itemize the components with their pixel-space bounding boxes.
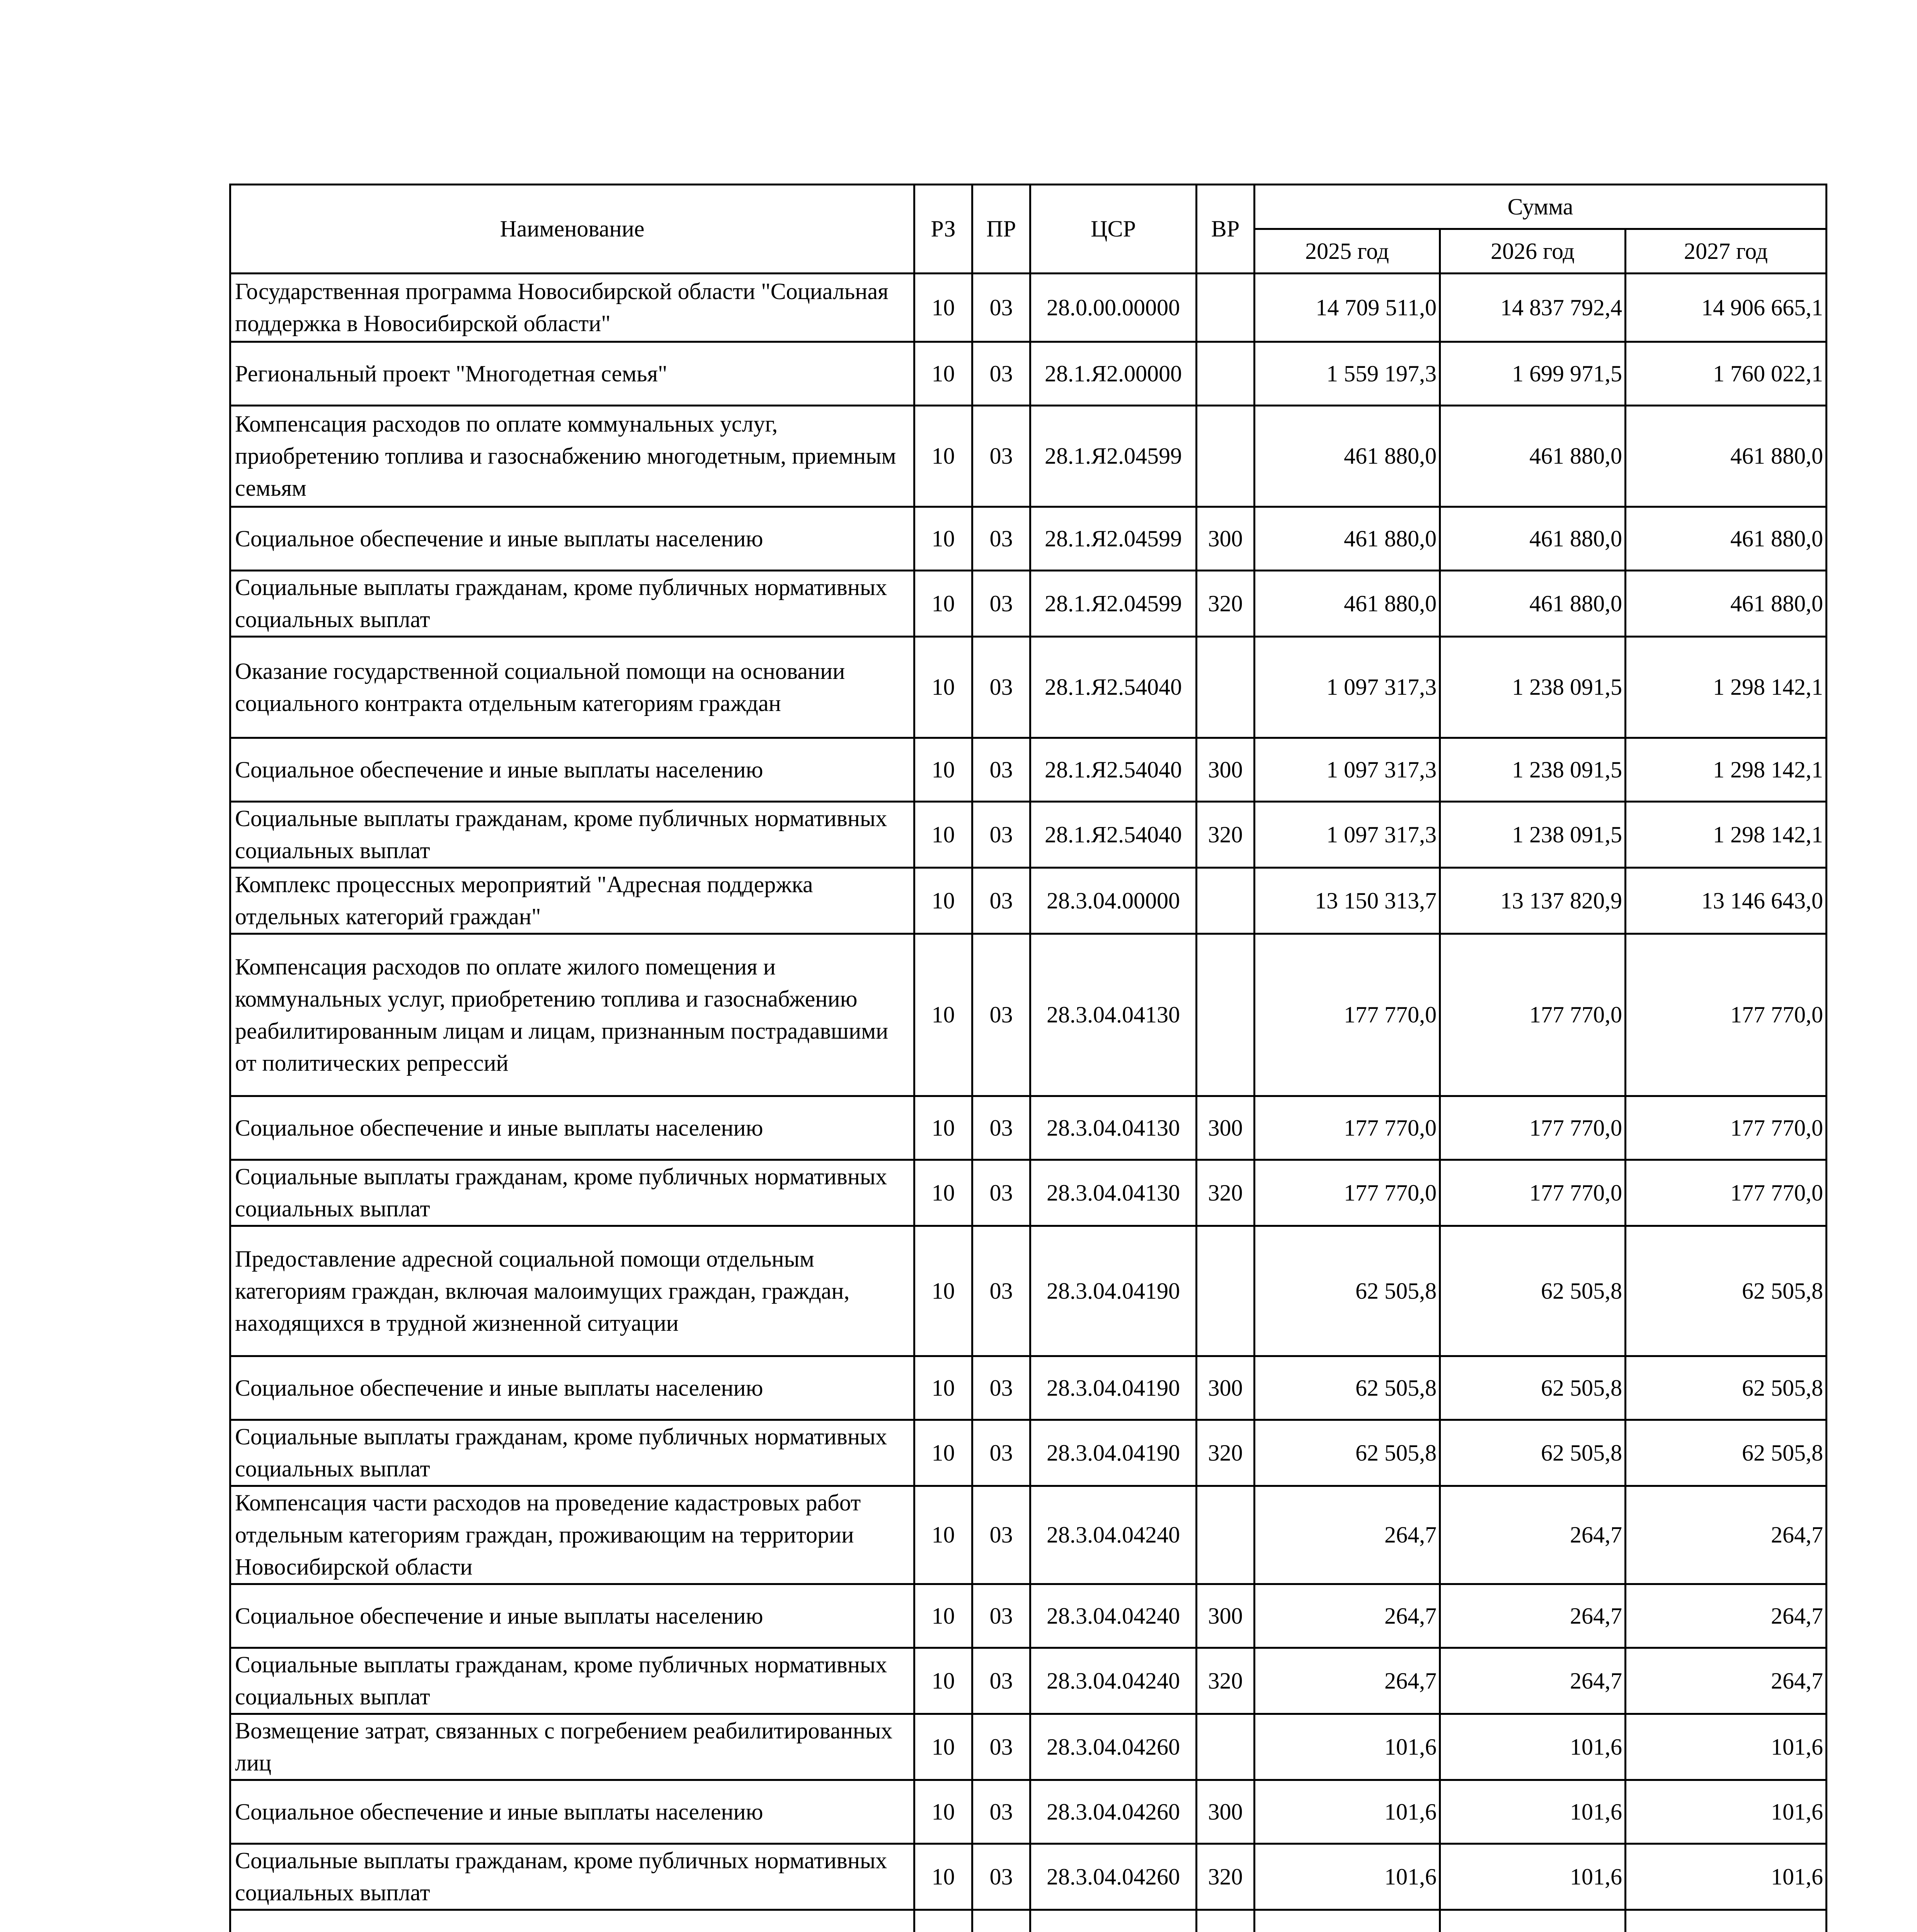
- row-amount-2025-cell: 62 505,8: [1255, 1226, 1440, 1356]
- row-pr-cell: 03: [972, 1096, 1030, 1160]
- row-amount-2025-cell: 177 770,0: [1255, 934, 1440, 1096]
- row-pr-cell: [972, 1910, 1030, 1932]
- row-csr-cell: 28.3.04.04130: [1030, 1160, 1197, 1226]
- row-pr-cell: 03: [972, 934, 1030, 1096]
- row-amount-2025-cell: 264,7: [1255, 1486, 1440, 1584]
- row-amount-2026-cell: 13 137 820,9: [1440, 868, 1626, 934]
- table-row: [230, 934, 1827, 1096]
- row-amount-2027-cell: 461 880,0: [1626, 507, 1827, 571]
- row-vr-cell: 320: [1197, 802, 1255, 868]
- row-name-cell: Социальные выплаты гражданам, кроме публичных нормативных социальных выплат: [230, 1648, 914, 1714]
- row-amount-2025-cell: 461 880,0: [1255, 406, 1440, 507]
- row-pr-cell: 03: [972, 406, 1030, 507]
- row-csr-cell: 28.3.04.04130: [1030, 934, 1197, 1096]
- row-pr-cell: 03: [972, 1648, 1030, 1714]
- header-pr: ПР: [972, 185, 1030, 274]
- row-vr-cell: [1197, 342, 1255, 406]
- table-row: [230, 1714, 1827, 1780]
- row-vr-cell: [1197, 637, 1255, 738]
- row-pr-cell: 03: [972, 1160, 1030, 1226]
- row-amount-2027-cell: 62 505,8: [1626, 1226, 1827, 1356]
- row-amount-2026-cell: 177 770,0: [1440, 1096, 1626, 1160]
- row-amount-2027-cell: 101,6: [1626, 1780, 1827, 1844]
- row-name-cell: Государственная программа Новосибирской области "Социальная поддержка в Новосибирской области": [230, 274, 914, 342]
- table-row: [230, 1356, 1827, 1420]
- row-amount-2026-cell: 14 837 792,4: [1440, 274, 1626, 342]
- row-name-cell: Социальное обеспечение и иные выплаты населению: [230, 1780, 914, 1844]
- row-name-cell: Социальные выплаты гражданам, кроме публичных нормативных социальных выплат: [230, 1844, 914, 1910]
- table-row: [230, 1844, 1827, 1910]
- header-name: Наименование: [230, 185, 914, 274]
- row-name-cell: Социальные выплаты гражданам, кроме публичных нормативных социальных выплат: [230, 1160, 914, 1226]
- row-vr-cell: 300: [1197, 738, 1255, 802]
- row-amount-2027-cell: 177 770,0: [1626, 934, 1827, 1096]
- row-rz-cell: 10: [914, 1420, 972, 1486]
- table-row: [230, 1486, 1827, 1584]
- row-amount-2026-cell: 461 880,0: [1440, 571, 1626, 637]
- row-amount-2027-cell: 1 298 142,1: [1626, 637, 1827, 738]
- row-pr-cell: 03: [972, 868, 1030, 934]
- row-csr-cell: 28.3.04.04190: [1030, 1420, 1197, 1486]
- row-vr-cell: 300: [1197, 1096, 1255, 1160]
- row-name-cell: Комплекс процессных мероприятий "Адресная поддержка отдельных категорий граждан": [230, 868, 914, 934]
- row-vr-cell: 300: [1197, 1356, 1255, 1420]
- row-rz-cell: 10: [914, 934, 972, 1096]
- row-amount-2027-cell: 264,7: [1626, 1486, 1827, 1584]
- table-row: [230, 1420, 1827, 1486]
- row-rz-cell: [914, 1910, 972, 1932]
- row-name-cell: Социальные выплаты гражданам, кроме публичных нормативных социальных выплат: [230, 571, 914, 637]
- row-name-cell: Компенсация расходов по оплате коммунальных услуг, приобретению топлива и газоснабжению многодетным, приемным семьям: [230, 406, 914, 507]
- table-row: [230, 342, 1827, 406]
- row-csr-cell: 28.1.Я2.04599: [1030, 507, 1197, 571]
- row-csr-cell: 28.3.04.04240: [1030, 1584, 1197, 1648]
- row-csr-cell: 28.3.04.04190: [1030, 1226, 1197, 1356]
- row-pr-cell: 03: [972, 1780, 1030, 1844]
- row-pr-cell: 03: [972, 1420, 1030, 1486]
- header-year-2027: 2027 год: [1626, 229, 1827, 274]
- table-row: [230, 1096, 1827, 1160]
- row-name-cell: Предоставление адресной социальной помощи отдельным категориям граждан, включая малоимущих граждан, граждан, находящихся в трудной жизненной ситуации: [230, 1226, 914, 1356]
- row-amount-2025-cell: 101,6: [1255, 1714, 1440, 1780]
- row-name-cell: [230, 1910, 914, 1932]
- row-name-cell: Компенсация расходов по оплате жилого помещения и коммунальных услуг, приобретению топлива и газоснабжению реабилитированным лицам и лицам, признанным пострадавшими от политических репрессий: [230, 934, 914, 1096]
- row-amount-2025-cell: 101,6: [1255, 1780, 1440, 1844]
- row-vr-cell: [1197, 1486, 1255, 1584]
- row-amount-2027-cell: [1626, 1910, 1827, 1932]
- row-amount-2027-cell: 1 298 142,1: [1626, 738, 1827, 802]
- table-row: [230, 1160, 1827, 1226]
- row-amount-2026-cell: 264,7: [1440, 1648, 1626, 1714]
- table-row: [230, 1226, 1827, 1356]
- row-amount-2026-cell: 1 238 091,5: [1440, 802, 1626, 868]
- row-name-cell: Социальное обеспечение и иные выплаты населению: [230, 1096, 914, 1160]
- row-amount-2027-cell: 62 505,8: [1626, 1356, 1827, 1420]
- row-name-cell: Социальное обеспечение и иные выплаты населению: [230, 507, 914, 571]
- row-amount-2027-cell: 461 880,0: [1626, 571, 1827, 637]
- row-csr-cell: 28.3.04.04240: [1030, 1486, 1197, 1584]
- row-csr-cell: 28.3.04.04240: [1030, 1648, 1197, 1714]
- row-csr-cell: 28.3.04.04260: [1030, 1844, 1197, 1910]
- row-csr-cell: 28.1.Я2.54040: [1030, 637, 1197, 738]
- row-rz-cell: 10: [914, 1486, 972, 1584]
- table-row: [230, 637, 1827, 738]
- row-vr-cell: [1197, 406, 1255, 507]
- table-row: [230, 1584, 1827, 1648]
- row-amount-2027-cell: 13 146 643,0: [1626, 868, 1827, 934]
- row-pr-cell: 03: [972, 1844, 1030, 1910]
- row-rz-cell: 10: [914, 1844, 972, 1910]
- row-vr-cell: [1197, 274, 1255, 342]
- row-csr-cell: 28.1.Я2.04599: [1030, 571, 1197, 637]
- row-vr-cell: [1197, 1714, 1255, 1780]
- row-amount-2025-cell: 1 097 317,3: [1255, 738, 1440, 802]
- row-amount-2025-cell: 264,7: [1255, 1584, 1440, 1648]
- row-amount-2025-cell: 264,7: [1255, 1648, 1440, 1714]
- row-name-cell: Оказание государственной социальной помощи на основании социального контракта отдельным категориям граждан: [230, 637, 914, 738]
- row-name-cell: Возмещение затрат, связанных с погребением реабилитированных лиц: [230, 1714, 914, 1780]
- row-amount-2026-cell: 62 505,8: [1440, 1356, 1626, 1420]
- row-rz-cell: 10: [914, 1584, 972, 1648]
- row-pr-cell: 03: [972, 507, 1030, 571]
- row-amount-2027-cell: 264,7: [1626, 1584, 1827, 1648]
- header-sum: Сумма: [1255, 185, 1827, 229]
- table-row: [230, 738, 1827, 802]
- row-vr-cell: 320: [1197, 1648, 1255, 1714]
- row-amount-2026-cell: 264,7: [1440, 1486, 1626, 1584]
- row-pr-cell: 03: [972, 802, 1030, 868]
- row-csr-cell: 28.3.04.04190: [1030, 1356, 1197, 1420]
- row-csr-cell: 28.1.Я2.04599: [1030, 406, 1197, 507]
- header-csr: ЦСР: [1030, 185, 1197, 274]
- table-row: [230, 1648, 1827, 1714]
- row-rz-cell: 10: [914, 1356, 972, 1420]
- row-csr-cell: 28.3.04.04130: [1030, 1096, 1197, 1160]
- row-vr-cell: 320: [1197, 1420, 1255, 1486]
- table-row: [230, 274, 1827, 342]
- table-row: [230, 406, 1827, 507]
- row-vr-cell: 300: [1197, 1584, 1255, 1648]
- row-vr-cell: 300: [1197, 507, 1255, 571]
- row-rz-cell: 10: [914, 1160, 972, 1226]
- row-csr-cell: 28.1.Я2.54040: [1030, 738, 1197, 802]
- row-vr-cell: 320: [1197, 1844, 1255, 1910]
- row-amount-2026-cell: 101,6: [1440, 1780, 1626, 1844]
- row-rz-cell: 10: [914, 342, 972, 406]
- row-amount-2025-cell: [1255, 1910, 1440, 1932]
- row-name-cell: Социальное обеспечение и иные выплаты населению: [230, 1356, 914, 1420]
- table-body: [230, 274, 1827, 1932]
- row-name-cell: Социальные выплаты гражданам, кроме публичных нормативных социальных выплат: [230, 1420, 914, 1486]
- row-rz-cell: 10: [914, 406, 972, 507]
- header-row: [230, 185, 1827, 229]
- row-pr-cell: 03: [972, 571, 1030, 637]
- row-amount-2026-cell: 1 699 971,5: [1440, 342, 1626, 406]
- row-vr-cell: [1197, 934, 1255, 1096]
- row-amount-2026-cell: [1440, 1910, 1626, 1932]
- row-pr-cell: 03: [972, 274, 1030, 342]
- header-year-2026: 2026 год: [1440, 229, 1626, 274]
- row-amount-2026-cell: 461 880,0: [1440, 507, 1626, 571]
- row-amount-2025-cell: 177 770,0: [1255, 1096, 1440, 1160]
- row-vr-cell: [1197, 1226, 1255, 1356]
- row-amount-2025-cell: 1 097 317,3: [1255, 802, 1440, 868]
- row-amount-2027-cell: 1 760 022,1: [1626, 342, 1827, 406]
- row-amount-2025-cell: 62 505,8: [1255, 1356, 1440, 1420]
- row-amount-2025-cell: 1 097 317,3: [1255, 637, 1440, 738]
- row-amount-2026-cell: 1 238 091,5: [1440, 738, 1626, 802]
- row-amount-2025-cell: 62 505,8: [1255, 1420, 1440, 1486]
- row-rz-cell: 10: [914, 1648, 972, 1714]
- row-rz-cell: 10: [914, 1780, 972, 1844]
- row-amount-2027-cell: 101,6: [1626, 1844, 1827, 1910]
- budget-table: [229, 184, 1827, 1932]
- row-csr-cell: 28.0.00.00000: [1030, 274, 1197, 342]
- row-rz-cell: 10: [914, 571, 972, 637]
- row-vr-cell: 320: [1197, 1160, 1255, 1226]
- row-amount-2025-cell: 461 880,0: [1255, 507, 1440, 571]
- row-amount-2026-cell: 101,6: [1440, 1714, 1626, 1780]
- row-amount-2026-cell: 264,7: [1440, 1584, 1626, 1648]
- row-amount-2025-cell: 14 709 511,0: [1255, 274, 1440, 342]
- row-amount-2027-cell: 14 906 665,1: [1626, 274, 1827, 342]
- row-amount-2026-cell: 62 505,8: [1440, 1420, 1626, 1486]
- row-pr-cell: 03: [972, 1226, 1030, 1356]
- row-amount-2026-cell: 62 505,8: [1440, 1226, 1626, 1356]
- row-pr-cell: 03: [972, 1584, 1030, 1648]
- row-pr-cell: 03: [972, 1356, 1030, 1420]
- table-row: [230, 868, 1827, 934]
- row-rz-cell: 10: [914, 868, 972, 934]
- row-rz-cell: 10: [914, 1226, 972, 1356]
- row-rz-cell: 10: [914, 1714, 972, 1780]
- row-csr-cell: [1030, 1910, 1197, 1932]
- table-row: [230, 802, 1827, 868]
- row-name-cell: Социальные выплаты гражданам, кроме публичных нормативных социальных выплат: [230, 802, 914, 868]
- row-rz-cell: 10: [914, 738, 972, 802]
- row-amount-2025-cell: 13 150 313,7: [1255, 868, 1440, 934]
- row-pr-cell: 03: [972, 1714, 1030, 1780]
- row-amount-2025-cell: 1 559 197,3: [1255, 342, 1440, 406]
- row-csr-cell: 28.1.Я2.54040: [1030, 802, 1197, 868]
- row-amount-2027-cell: 101,6: [1626, 1714, 1827, 1780]
- row-amount-2027-cell: 177 770,0: [1626, 1096, 1827, 1160]
- row-amount-2027-cell: 1 298 142,1: [1626, 802, 1827, 868]
- row-rz-cell: 10: [914, 507, 972, 571]
- row-name-cell: Социальное обеспечение и иные выплаты населению: [230, 738, 914, 802]
- row-vr-cell: 300: [1197, 1780, 1255, 1844]
- row-amount-2027-cell: 62 505,8: [1626, 1420, 1827, 1486]
- header-rz: РЗ: [914, 185, 972, 274]
- row-amount-2025-cell: 101,6: [1255, 1844, 1440, 1910]
- table-row: [230, 571, 1827, 637]
- row-amount-2025-cell: 461 880,0: [1255, 571, 1440, 637]
- row-rz-cell: 10: [914, 637, 972, 738]
- table-row: [230, 1910, 1827, 1932]
- row-csr-cell: 28.3.04.00000: [1030, 868, 1197, 934]
- row-name-cell: Региональный проект "Многодетная семья": [230, 342, 914, 406]
- row-pr-cell: 03: [972, 637, 1030, 738]
- row-name-cell: Компенсация части расходов на проведение кадастровых работ отдельным категориям граждан, проживающим на территории Новосибирской области: [230, 1486, 914, 1584]
- table-row: [230, 1780, 1827, 1844]
- row-amount-2027-cell: 461 880,0: [1626, 406, 1827, 507]
- header-year-2025: 2025 год: [1255, 229, 1440, 274]
- row-vr-cell: 320: [1197, 571, 1255, 637]
- row-amount-2026-cell: 461 880,0: [1440, 406, 1626, 507]
- row-amount-2026-cell: 177 770,0: [1440, 934, 1626, 1096]
- row-amount-2027-cell: 177 770,0: [1626, 1160, 1827, 1226]
- row-rz-cell: 10: [914, 802, 972, 868]
- row-csr-cell: 28.1.Я2.00000: [1030, 342, 1197, 406]
- header-vr: ВР: [1197, 185, 1255, 274]
- row-amount-2026-cell: 1 238 091,5: [1440, 637, 1626, 738]
- row-amount-2026-cell: 177 770,0: [1440, 1160, 1626, 1226]
- row-csr-cell: 28.3.04.04260: [1030, 1714, 1197, 1780]
- row-vr-cell: [1197, 868, 1255, 934]
- row-csr-cell: 28.3.04.04260: [1030, 1780, 1197, 1844]
- row-amount-2026-cell: 101,6: [1440, 1844, 1626, 1910]
- row-pr-cell: 03: [972, 342, 1030, 406]
- table-row: [230, 507, 1827, 571]
- row-name-cell: Социальное обеспечение и иные выплаты населению: [230, 1584, 914, 1648]
- row-rz-cell: 10: [914, 1096, 972, 1160]
- row-pr-cell: 03: [972, 738, 1030, 802]
- row-rz-cell: 10: [914, 274, 972, 342]
- row-vr-cell: [1197, 1910, 1255, 1932]
- row-amount-2027-cell: 264,7: [1626, 1648, 1827, 1714]
- budget-table-container: [229, 184, 1825, 1932]
- row-amount-2025-cell: 177 770,0: [1255, 1160, 1440, 1226]
- row-pr-cell: 03: [972, 1486, 1030, 1584]
